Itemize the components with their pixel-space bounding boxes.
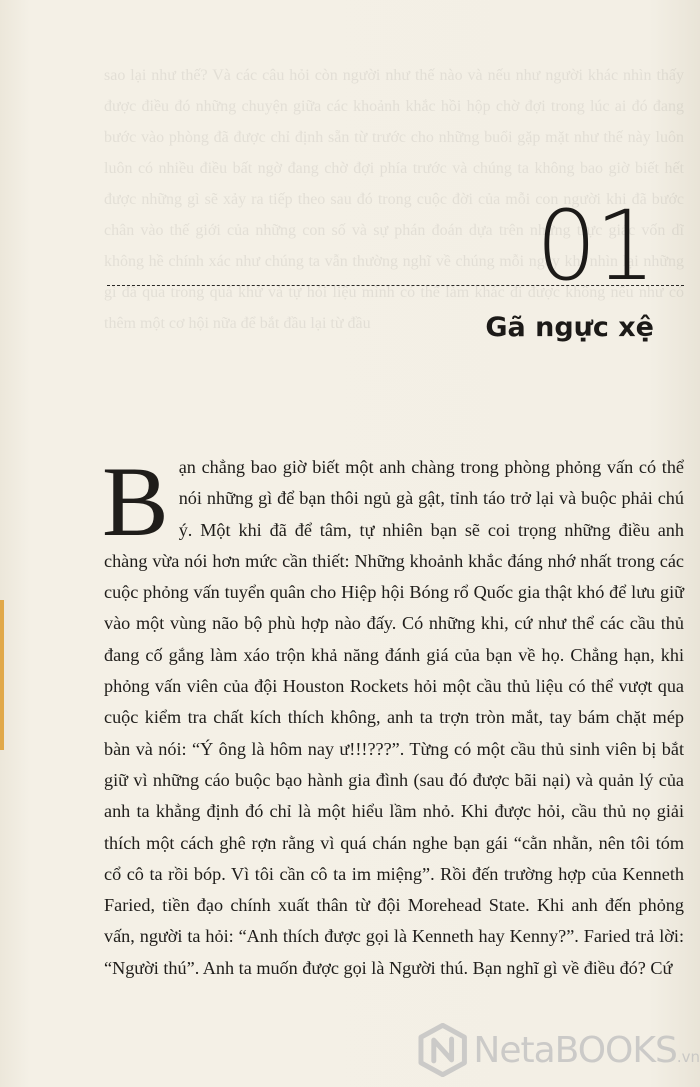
chapter-title: Gã ngực xệ <box>485 312 654 343</box>
chapter-body-text <box>102 446 684 984</box>
hexagon-n-logo-icon <box>418 1023 467 1077</box>
chapter-number: 01 <box>535 190 654 302</box>
drop-cap: B <box>102 446 169 557</box>
chapter-divider <box>107 285 684 286</box>
watermark-suffix: .vn <box>676 1047 700 1066</box>
page-edge-strip <box>0 600 4 750</box>
publisher-watermark <box>418 1022 700 1078</box>
watermark-brand: NetaBOOKS.vn <box>473 1029 700 1071</box>
body-paragraph: ạn chẳng bao giờ biết một anh chàng trong phòng phỏng vấn có thể nói những gì để bạn thôi ngủ gà gật, tỉnh táo trở lại và buộc phải chú ý. Một khi đã để tâm, tự nhiên bạn sẽ coi trọng những điều anh chàng vừa nói hơn mức cần thiết: Những khoảnh khắc đáng nhớ nhất trong các cuộc phỏng vấn tuyển quân cho Hiệp hội Bóng rổ Quốc gia thật khó để lưu giữ vào một vùng não bộ phù hợp nào đấy. Có những khi, cứ như thể các cầu thủ đang cố gắng làm xáo trộn khả năng đánh giá của bạn về họ. Chẳng hạn, khi phỏng vấn viên của đội Houston Rockets hỏi một cầu thủ liệu có thể vượt qua cuộc kiểm tra chất kích thích không, anh ta trợn tròn mắt, tay bám chặt mép bàn và nói: “Ý ông là hôm nay ư!!!???”. Từng có một cầu thủ sinh viên bị bắt giữ vì những cáo buộc bạo hành gia đình (sau đó được bãi nại) và quản lý của anh ta khẳng định đó chỉ là một hiểu lầm nhỏ. Khi được hỏi, cầu thủ nọ giải thích một cách ghê rợn rằng vì quá chán nghe bạn gái “cằn nhằn, nên tôi tóm cổ cô ta rồi bóp. Vì tôi cần cô ta im miệng”. Rồi đến trường hợp của Kenneth Faried, tiền đạo chính xuất thân từ đội Morehead State. Khi anh đến phỏng vấn, người ta hỏi: “Anh thích được gọi là Kenneth hay Kenny?”. Faried trả lời: “Người thú”. Anh ta muốn được gọi là Người thú. Bạn nghĩ gì về điều đó? Cứ <box>104 457 684 978</box>
bleed-through-text: sao lại như thế? Và các câu hỏi còn người như thế nào và nếu như người khác nhìn thấy được điều đó những chuyện giữa các khoảnh khắc hồi hộp chờ đợi trong lúc ai đó đang bước vào phòng đã được chỉ định sẵn từ trước cho những buổi gặp mặt như thế này luôn luôn có nhiều điều bất ngờ đang chờ đợi phía trước và chúng ta không bao giờ biết hết được những gì sẽ xảy ra tiếp theo sau đó trong cuộc đời của mỗi con người khi đã bước chân vào thế giới của những con số và sự phán đoán dựa trên những trực giác vốn dĩ không hề chính xác như chúng ta vẫn thường nghĩ về chúng mỗi ngày khi nhìn lại những gì đã qua trong quá khứ và tự hỏi liệu mình có thể làm khác đi được không nếu như có thêm một cơ hội nữa để bắt đầu lại từ đầu <box>104 67 684 332</box>
